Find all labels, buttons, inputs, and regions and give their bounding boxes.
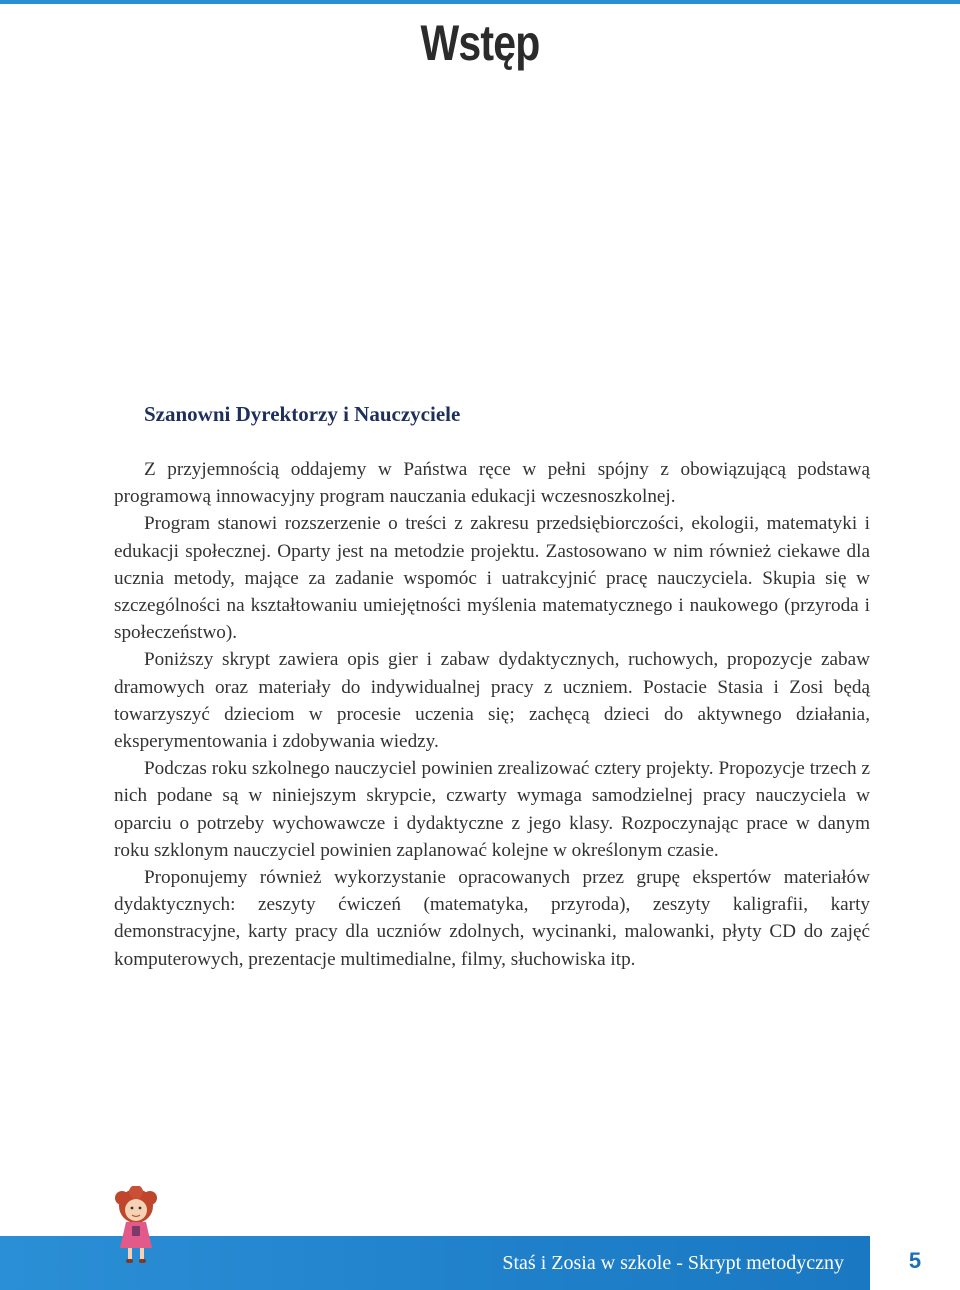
page-title: Wstęp [420, 15, 540, 71]
top-accent-rule [0, 0, 960, 4]
paragraph: Proponujemy również wykorzystanie opracowanych przez grupę ekspertów materiałów dydaktycznych: zeszyty ćwiczeń (matematyka, przyroda), zeszyty kaligrafii, karty demonstracyjne, karty pracy dla uczniów zdolnych, wycinanki, malowanki, płyty CD do zajęć komputerowych, prezentacje multimedialne, filmy, słuchowiska itp. [114, 867, 870, 970]
girl-character-icon [108, 1186, 164, 1266]
paragraph: Podczas roku szkolnego nauczyciel powinien zrealizować cztery projekty. Propozycje trzech z nich podane są w niniejszym skrypcie, czwarty wymaga samodzielnej pracy nauczyciela w oparciu o potrzeby wychowawcze i dydaktyczne z jego klasy. Rozpoczynając prace w danym roku szklonym nauczyciel powinien zaplanować kolejne w określonym czasie. [114, 758, 870, 861]
paragraph: Program stanowi rozszerzenie o treści z zakresu przedsiębiorczości, ekologii, matematyki i edukacji społecznej. Oparty jest na metodzie projektu. Zastosowano w nim również ciekawe dla ucznia metody, mające za zadanie wspomóc i uatrakcyjnić pracę nauczyciela. Skupia się w szczególności na kształtowaniu umiejętności myślenia matematycznego i naukowego (przyroda i społeczeństwo). [114, 513, 870, 644]
paragraph: Poniższy skrypt zawiera opis gier i zabaw dydaktycznych, ruchowych, propozycje zabaw dramowych oraz materiały do indywidualnej pracy z uczniem. Postacie Stasia i Zosi będą towarzyszyć dzieciom w procesie uczenia się; zachęcą dzieci do aktywnego działania, eksperymentowania i zdobywania wiedzy. [114, 649, 870, 753]
greeting-heading: Szanowni Dyrektorzy i Nauczyciele [144, 402, 461, 426]
paragraph: Z przyjemnością oddajemy w Państwa ręce w pełni spójny z obowiązującą podstawą programową innowacyjny program nauczania edukacji wczesnoszkolnej. [114, 459, 870, 508]
footer-book-title: Staś i Zosia w szkole - Skrypt metodyczny [502, 1252, 844, 1274]
body-text [114, 456, 870, 973]
page-number: 5 [908, 1248, 922, 1273]
